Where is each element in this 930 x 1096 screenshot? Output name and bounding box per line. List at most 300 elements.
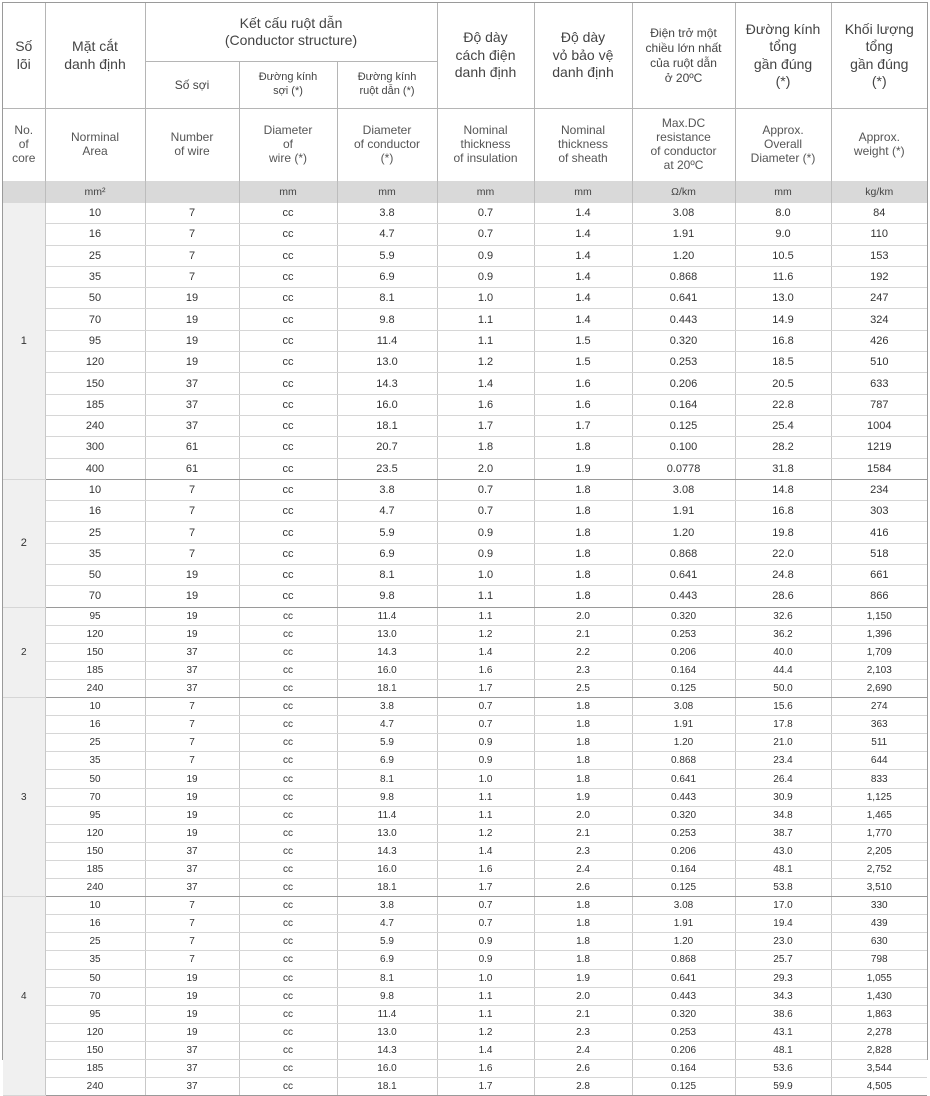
table-cell: 1.20	[632, 734, 735, 752]
table-cell: 787	[831, 394, 927, 415]
table-cell: 1.8	[534, 479, 632, 500]
table-cell: cc	[239, 330, 337, 351]
table-cell: 1.9	[534, 788, 632, 806]
table-cell: 2,205	[831, 842, 927, 860]
table-cell: 1.7	[437, 1078, 534, 1096]
table-cell: cc	[239, 1078, 337, 1096]
table-cell: 1.5	[534, 330, 632, 351]
table-cell: 29.3	[735, 969, 831, 987]
table-cell: 13.0	[337, 1023, 437, 1041]
table-cell: 2.3	[534, 1023, 632, 1041]
table-cell: 5.9	[337, 734, 437, 752]
table-cell: 0.641	[632, 770, 735, 788]
table-cell: 59.9	[735, 1078, 831, 1096]
header-ket-cau: Kết cấu ruột dẫn (Conductor structure)	[145, 3, 437, 62]
table-cell: 1.2	[437, 824, 534, 842]
table-cell: 1.0	[437, 288, 534, 309]
table-cell: 0.9	[437, 543, 534, 564]
table-cell: 4.7	[337, 915, 437, 933]
table-cell: 7	[145, 897, 239, 915]
table-cell: 0.164	[632, 860, 735, 878]
table-cell: 14.3	[337, 1041, 437, 1059]
table-cell: 95	[45, 607, 145, 625]
table-cell: 363	[831, 716, 927, 734]
table-cell: 18.1	[337, 879, 437, 897]
header-duong-kinh: Đường kính tổng gần đúng (*)	[735, 3, 831, 109]
table-cell: 16.0	[337, 860, 437, 878]
table-cell: 2.2	[534, 643, 632, 661]
table-row	[3, 969, 927, 987]
table-cell: 9.0	[735, 224, 831, 245]
table-row	[3, 987, 927, 1005]
table-cell: 19	[145, 607, 239, 625]
table-cell: 1.7	[534, 415, 632, 436]
table-cell: cc	[239, 309, 337, 330]
table-cell: 19	[145, 352, 239, 373]
table-cell: 1,150	[831, 607, 927, 625]
table-row	[3, 752, 927, 770]
table-cell: 1.2	[437, 625, 534, 643]
table-cell: 1.1	[437, 806, 534, 824]
table-cell: 7	[145, 203, 239, 224]
table-cell: 14.3	[337, 842, 437, 860]
table-cell: 0.253	[632, 824, 735, 842]
table-row	[3, 842, 927, 860]
table-cell: 150	[45, 1041, 145, 1059]
table-cell: 18.1	[337, 415, 437, 436]
table-cell: 0.164	[632, 661, 735, 679]
table-cell: 0.320	[632, 1005, 735, 1023]
table-cell: 1.7	[437, 415, 534, 436]
table-cell: 0.868	[632, 543, 735, 564]
table-cell: 1.8	[534, 951, 632, 969]
table-cell: 0.320	[632, 607, 735, 625]
table-cell: 1.8	[534, 897, 632, 915]
table-cell: 1,430	[831, 987, 927, 1005]
table-cell: 7	[145, 752, 239, 770]
table-cell: 1.8	[534, 770, 632, 788]
header-do-day-cach-dien: Độ dày cách điện danh định	[437, 3, 534, 109]
table-cell: 43.0	[735, 842, 831, 860]
table-cell: 37	[145, 842, 239, 860]
table-cell: 1.9	[534, 458, 632, 479]
table-cell: 1.4	[534, 245, 632, 266]
unit-cell: kg/km	[831, 181, 927, 203]
table-cell: 13.0	[337, 625, 437, 643]
table-cell: 274	[831, 698, 927, 716]
table-cell: 1.91	[632, 915, 735, 933]
table-cell: 37	[145, 661, 239, 679]
table-cell: 95	[45, 1005, 145, 1023]
unit-cell: mm	[437, 181, 534, 203]
table-cell: 2.4	[534, 1041, 632, 1059]
table-cell: 7	[145, 543, 239, 564]
table-cell: 11.4	[337, 1005, 437, 1023]
unit-cell: mm	[239, 181, 337, 203]
table-row	[3, 415, 927, 436]
table-row	[3, 203, 927, 224]
header-row-en	[3, 109, 927, 182]
table-cell: 95	[45, 806, 145, 824]
table-cell: 9.8	[337, 987, 437, 1005]
table-cell: 1.4	[534, 203, 632, 224]
table-cell: 400	[45, 458, 145, 479]
table-cell: 0.641	[632, 565, 735, 586]
table-cell: 50	[45, 565, 145, 586]
table-cell: 1004	[831, 415, 927, 436]
table-cell: 1.20	[632, 522, 735, 543]
table-cell: 1.8	[534, 543, 632, 564]
table-cell: 70	[45, 788, 145, 806]
table-cell: 1.8	[534, 734, 632, 752]
table-cell: 120	[45, 625, 145, 643]
table-cell: cc	[239, 824, 337, 842]
table-row	[3, 625, 927, 643]
header-so-loi: Số lõi	[3, 3, 45, 109]
table-cell: 1.8	[534, 586, 632, 607]
table-cell: 7	[145, 479, 239, 500]
table-cell: 2,103	[831, 661, 927, 679]
table-cell: cc	[239, 415, 337, 436]
table-cell: 34.8	[735, 806, 831, 824]
table-cell: 11.4	[337, 330, 437, 351]
header-number-wire: Number of wire	[145, 109, 239, 182]
table-cell: 1.6	[437, 394, 534, 415]
table-cell: 19	[145, 330, 239, 351]
table-cell: 17.8	[735, 716, 831, 734]
table-cell: 866	[831, 586, 927, 607]
table-cell: 185	[45, 1059, 145, 1077]
table-cell: 7	[145, 716, 239, 734]
table-cell: 37	[145, 860, 239, 878]
table-cell: 240	[45, 415, 145, 436]
table-cell: cc	[239, 543, 337, 564]
header-diameter-wire: Diameter of wire (*)	[239, 109, 337, 182]
table-cell: 0.868	[632, 951, 735, 969]
table-cell: 25.7	[735, 951, 831, 969]
table-cell: 16	[45, 915, 145, 933]
table-cell: 13.0	[337, 352, 437, 373]
table-cell: 20.5	[735, 373, 831, 394]
table-cell: 0.206	[632, 842, 735, 860]
table-cell: 2.1	[534, 625, 632, 643]
table-cell: 0.7	[437, 698, 534, 716]
table-cell: 0.125	[632, 1078, 735, 1096]
table-cell: 0.7	[437, 897, 534, 915]
table-cell: 1.8	[534, 915, 632, 933]
table-cell: 18.1	[337, 680, 437, 698]
table-cell: 8.1	[337, 969, 437, 987]
table-cell: 43.1	[735, 1023, 831, 1041]
table-cell: 8.0	[735, 203, 831, 224]
table-cell: 25	[45, 933, 145, 951]
table-cell: 1.4	[534, 288, 632, 309]
table-cell: 37	[145, 415, 239, 436]
table-cell: 324	[831, 309, 927, 330]
table-cell: 37	[145, 394, 239, 415]
table-cell: 2.1	[534, 824, 632, 842]
table-row	[3, 860, 927, 878]
table-cell: 40.0	[735, 643, 831, 661]
table-row	[3, 245, 927, 266]
table-cell: 110	[831, 224, 927, 245]
table-cell: cc	[239, 987, 337, 1005]
table-cell: 28.2	[735, 437, 831, 458]
table-cell: 120	[45, 352, 145, 373]
table-cell: 240	[45, 1078, 145, 1096]
table-cell: 192	[831, 266, 927, 287]
units-core-cell	[3, 181, 45, 203]
table-cell: 19	[145, 788, 239, 806]
table-row	[3, 330, 927, 351]
table-cell: 16.8	[735, 330, 831, 351]
table-cell: 630	[831, 933, 927, 951]
table-cell: 37	[145, 643, 239, 661]
table-cell: 10	[45, 897, 145, 915]
table-cell: 1.1	[437, 1005, 534, 1023]
table-cell: 8.1	[337, 565, 437, 586]
table-cell: 25	[45, 734, 145, 752]
table-row	[3, 643, 927, 661]
table-cell: cc	[239, 203, 337, 224]
table-cell: cc	[239, 788, 337, 806]
table-cell: 25	[45, 245, 145, 266]
table-cell: 0.9	[437, 933, 534, 951]
table-cell: 6.9	[337, 543, 437, 564]
table-cell: cc	[239, 806, 337, 824]
table-cell: cc	[239, 951, 337, 969]
table-cell: 1.2	[437, 352, 534, 373]
table-cell: 1,709	[831, 643, 927, 661]
table-cell: 0.320	[632, 330, 735, 351]
table-cell: 0.9	[437, 522, 534, 543]
table-cell: 150	[45, 643, 145, 661]
table-cell: cc	[239, 770, 337, 788]
units-row	[3, 181, 927, 203]
table-cell: 661	[831, 565, 927, 586]
table-cell: 7	[145, 933, 239, 951]
table-cell: 1.1	[437, 987, 534, 1005]
table-cell: 1.0	[437, 969, 534, 987]
table-cell: 0.100	[632, 437, 735, 458]
table-cell: 18.1	[337, 1078, 437, 1096]
table-cell: 1.91	[632, 224, 735, 245]
table-cell: 5.9	[337, 522, 437, 543]
table-cell: 426	[831, 330, 927, 351]
table-cell: cc	[239, 288, 337, 309]
table-cell: 0.206	[632, 1041, 735, 1059]
table-cell: 8.1	[337, 288, 437, 309]
table-cell: 50.0	[735, 680, 831, 698]
table-cell: 0.206	[632, 643, 735, 661]
table-cell: 19	[145, 625, 239, 643]
table-cell: cc	[239, 1005, 337, 1023]
table-cell: 32.6	[735, 607, 831, 625]
table-cell: 644	[831, 752, 927, 770]
table-cell: 37	[145, 1078, 239, 1096]
table-cell: 3.8	[337, 698, 437, 716]
table-cell: 2,752	[831, 860, 927, 878]
table-cell: 23.5	[337, 458, 437, 479]
table-cell: 3.08	[632, 479, 735, 500]
table-cell: 1.91	[632, 501, 735, 522]
table-cell: 16	[45, 224, 145, 245]
table-cell: cc	[239, 625, 337, 643]
table-cell: cc	[239, 897, 337, 915]
table-cell: 120	[45, 824, 145, 842]
table-cell: 10	[45, 698, 145, 716]
table-cell: 84	[831, 203, 927, 224]
table-cell: 16	[45, 716, 145, 734]
table-cell: cc	[239, 860, 337, 878]
table-cell: 2.1	[534, 1005, 632, 1023]
table-cell: 14.8	[735, 479, 831, 500]
table-row	[3, 824, 927, 842]
table-cell: cc	[239, 933, 337, 951]
header-dk-soi: Đường kính sợi (*)	[239, 62, 337, 109]
table-cell: 1,055	[831, 969, 927, 987]
table-cell: cc	[239, 565, 337, 586]
table-cell: cc	[239, 394, 337, 415]
table-cell: 2,278	[831, 1023, 927, 1041]
table-cell: 19	[145, 969, 239, 987]
header-weight: Approx. weight (*)	[831, 109, 927, 182]
table-cell: 185	[45, 394, 145, 415]
table-cell: 1.5	[534, 352, 632, 373]
table-cell: cc	[239, 1023, 337, 1041]
table-cell: 0.868	[632, 752, 735, 770]
table-cell: 17.0	[735, 897, 831, 915]
table-cell: 24.8	[735, 565, 831, 586]
table-cell: 7	[145, 734, 239, 752]
table-cell: 1.1	[437, 586, 534, 607]
table-cell: 833	[831, 770, 927, 788]
table-cell: 7	[145, 522, 239, 543]
table-cell: 2.3	[534, 661, 632, 679]
table-cell: 11.4	[337, 607, 437, 625]
table-cell: 1.1	[437, 788, 534, 806]
table-cell: 1.4	[437, 1041, 534, 1059]
table-cell: cc	[239, 661, 337, 679]
table-cell: 1.8	[534, 501, 632, 522]
table-cell: 0.253	[632, 1023, 735, 1041]
table-row	[3, 373, 927, 394]
table-cell: 0.9	[437, 734, 534, 752]
table-cell: 1.8	[534, 565, 632, 586]
table-cell: 2.4	[534, 860, 632, 878]
table-row	[3, 716, 927, 734]
header-row-vn	[3, 3, 927, 62]
table-cell: 510	[831, 352, 927, 373]
unit-cell	[145, 181, 239, 203]
table-row	[3, 501, 927, 522]
table-cell: 0.443	[632, 586, 735, 607]
table-cell: 150	[45, 373, 145, 394]
table-cell: 44.4	[735, 661, 831, 679]
table-cell: 518	[831, 543, 927, 564]
table-cell: 9.8	[337, 309, 437, 330]
table-cell: 38.7	[735, 824, 831, 842]
table-cell: 25.4	[735, 415, 831, 436]
table-cell: 3.8	[337, 479, 437, 500]
table-cell: 1.9	[534, 969, 632, 987]
table-cell: 1.1	[437, 309, 534, 330]
table-row	[3, 951, 927, 969]
table-cell: 16.0	[337, 1059, 437, 1077]
table-cell: 35	[45, 951, 145, 969]
table-cell: 1.8	[534, 716, 632, 734]
table-cell: cc	[239, 1059, 337, 1077]
table-row	[3, 1078, 927, 1096]
table-cell: 1.7	[437, 879, 534, 897]
table-row	[3, 565, 927, 586]
table-row	[3, 879, 927, 897]
table-cell: 14.3	[337, 373, 437, 394]
table-row	[3, 352, 927, 373]
table-cell: 10	[45, 479, 145, 500]
table-cell: 0.9	[437, 266, 534, 287]
table-cell: 6.9	[337, 951, 437, 969]
table-cell: 1.91	[632, 716, 735, 734]
core-count-cell: 4	[3, 897, 45, 1096]
table-cell: 6.9	[337, 266, 437, 287]
table-cell: 0.253	[632, 352, 735, 373]
table-cell: cc	[239, 752, 337, 770]
table-cell: 3,544	[831, 1059, 927, 1077]
table-cell: 19	[145, 1005, 239, 1023]
header-do-day-vo: Độ dày vỏ bảo vệ danh định	[534, 3, 632, 109]
table-cell: 53.6	[735, 1059, 831, 1077]
table-cell: cc	[239, 879, 337, 897]
table-cell: 10	[45, 203, 145, 224]
table-cell: 1.4	[437, 643, 534, 661]
table-cell: 240	[45, 879, 145, 897]
table-cell: 23.4	[735, 752, 831, 770]
table-row	[3, 458, 927, 479]
table-row	[3, 586, 927, 607]
table-cell: 2.8	[534, 1078, 632, 1096]
table-cell: 0.320	[632, 806, 735, 824]
table-cell: 1.6	[534, 394, 632, 415]
table-cell: 185	[45, 860, 145, 878]
table-cell: 2.0	[437, 458, 534, 479]
table-cell: 7	[145, 224, 239, 245]
table-cell: 234	[831, 479, 927, 500]
header-no-core: No. of core	[3, 109, 45, 182]
table-row	[3, 680, 927, 698]
table-cell: 48.1	[735, 860, 831, 878]
header-so-soi: Số sợi	[145, 62, 239, 109]
table-cell: 19.4	[735, 915, 831, 933]
table-row	[3, 607, 927, 625]
table-cell: 0.9	[437, 245, 534, 266]
table-cell: 1,396	[831, 625, 927, 643]
table-cell: 22.8	[735, 394, 831, 415]
table-cell: cc	[239, 266, 337, 287]
table-cell: cc	[239, 522, 337, 543]
table-cell: cc	[239, 586, 337, 607]
table-cell: 1.6	[437, 1059, 534, 1077]
cable-spec-table-frame	[2, 2, 928, 1093]
table-cell: 70	[45, 309, 145, 330]
table-cell: 1.20	[632, 245, 735, 266]
table-cell: 6.9	[337, 752, 437, 770]
table-cell: 1,770	[831, 824, 927, 842]
table-cell: 240	[45, 680, 145, 698]
table-cell: 11.6	[735, 266, 831, 287]
table-row	[3, 479, 927, 500]
header-overall-diameter: Approx. Overall Diameter (*)	[735, 109, 831, 182]
